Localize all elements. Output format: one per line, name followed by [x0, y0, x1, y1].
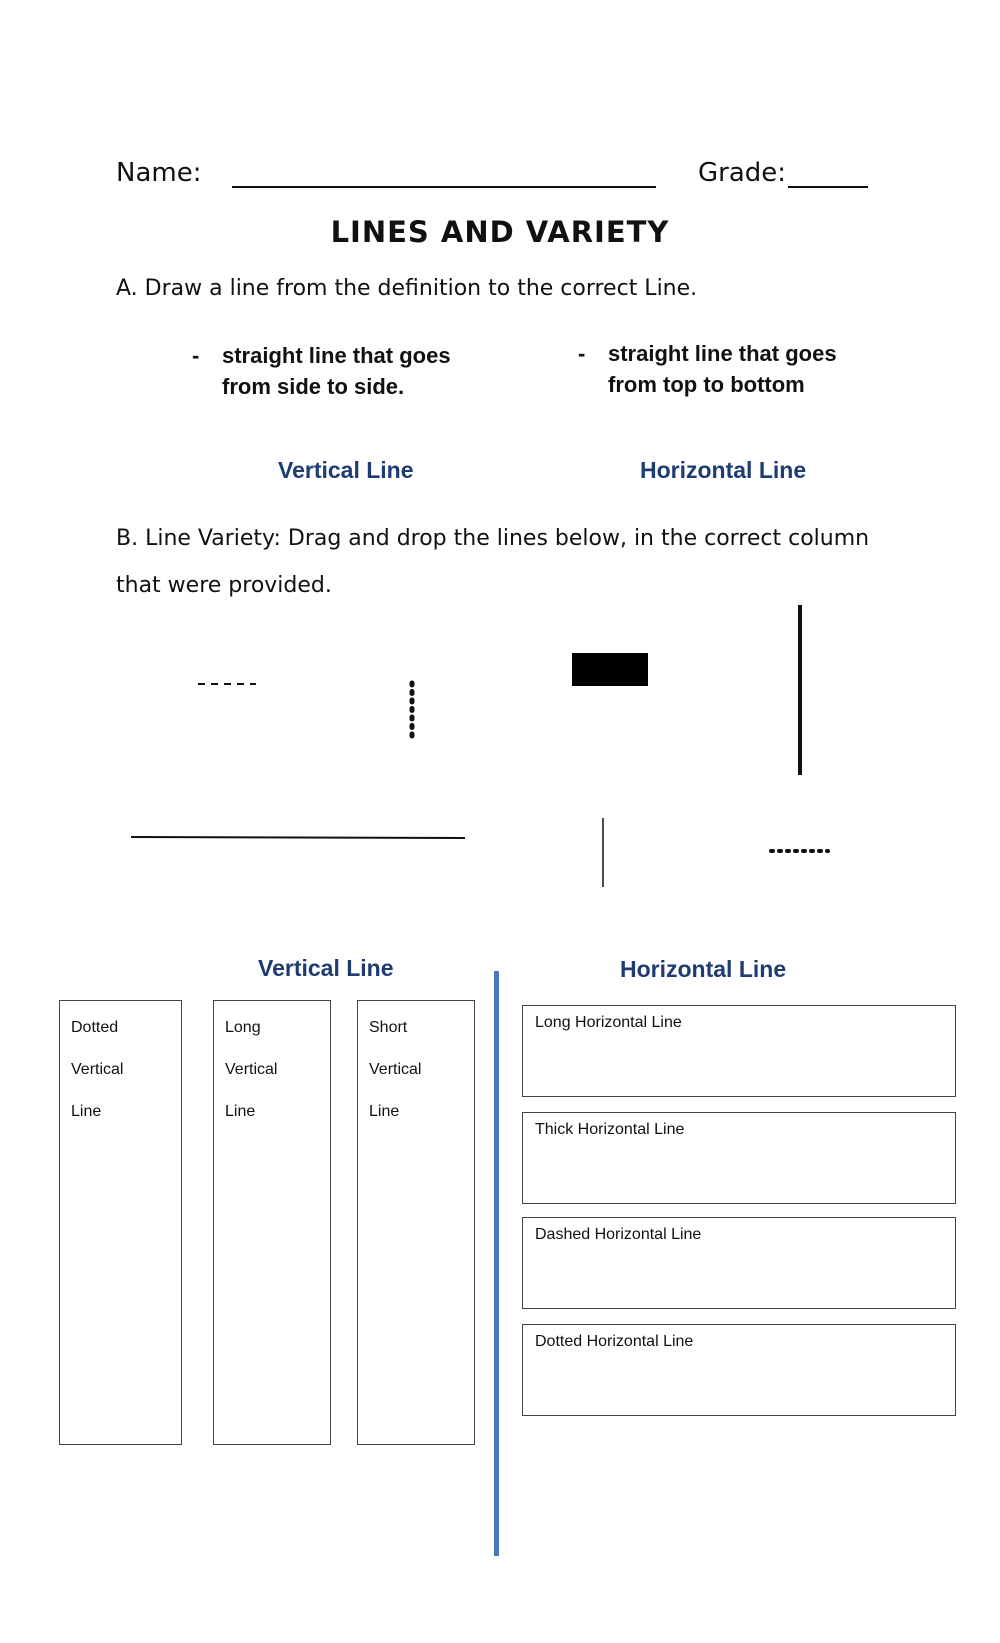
definition-bullet: - — [578, 341, 586, 366]
page-title: LINES AND VARIETY — [330, 215, 670, 249]
box-label-word: Line — [71, 1103, 102, 1120]
vertical-column-heading: Vertical Line — [258, 955, 394, 981]
section-a-instruction: A. Draw a line from the definition to the correct Line. — [116, 276, 698, 301]
box-label-word: Vertical — [71, 1061, 124, 1078]
box-label: Dashed Horizontal Line — [535, 1226, 702, 1243]
definition-line: from top to bottom — [608, 372, 805, 397]
box-label-word: Line — [369, 1103, 400, 1120]
choice-vertical-line[interactable]: Vertical Line — [278, 457, 414, 483]
thick-horizontal-line[interactable] — [572, 653, 648, 686]
drop-box-long-horizontal[interactable] — [522, 1005, 956, 1097]
box-label: Long Horizontal Line — [535, 1014, 682, 1031]
box-label: Dotted Horizontal Line — [535, 1333, 694, 1350]
long-horizontal-line[interactable] — [131, 837, 465, 838]
choice-horizontal-line[interactable]: Horizontal Line — [640, 457, 807, 483]
section-b-instruction-cont: that were provided. — [116, 573, 332, 598]
box-label: Thick Horizontal Line — [535, 1121, 685, 1138]
grade-label: Grade: — [698, 158, 787, 188]
definition-line: from side to side. — [222, 374, 405, 399]
box-label-word: Short — [369, 1019, 408, 1036]
horizontal-column-heading: Horizontal Line — [620, 956, 787, 982]
definition-line: straight line that goes — [222, 343, 451, 368]
box-label-word: Line — [225, 1103, 256, 1120]
box-label-word: Vertical — [225, 1061, 278, 1078]
box-label-word: Dotted — [71, 1019, 119, 1036]
drop-box-dashed-horizontal[interactable] — [522, 1217, 956, 1309]
drop-box-dotted-horizontal[interactable] — [522, 1324, 956, 1416]
definition-bullet: - — [192, 343, 200, 368]
section-b-instruction: B. Line Variety: Drag and drop the lines below, in the correct column — [116, 526, 870, 551]
column-divider — [494, 971, 499, 1556]
drop-box-short-vertical[interactable] — [357, 1000, 475, 1445]
name-label: Name: — [116, 158, 202, 188]
drop-box-dotted-vertical[interactable] — [59, 1000, 182, 1445]
drop-box-long-vertical[interactable] — [213, 1000, 331, 1445]
box-label-word: Vertical — [369, 1061, 422, 1078]
definition-line: straight line that goes — [608, 341, 837, 366]
box-label-word: Long — [225, 1019, 261, 1036]
drop-box-thick-horizontal[interactable] — [522, 1112, 956, 1204]
